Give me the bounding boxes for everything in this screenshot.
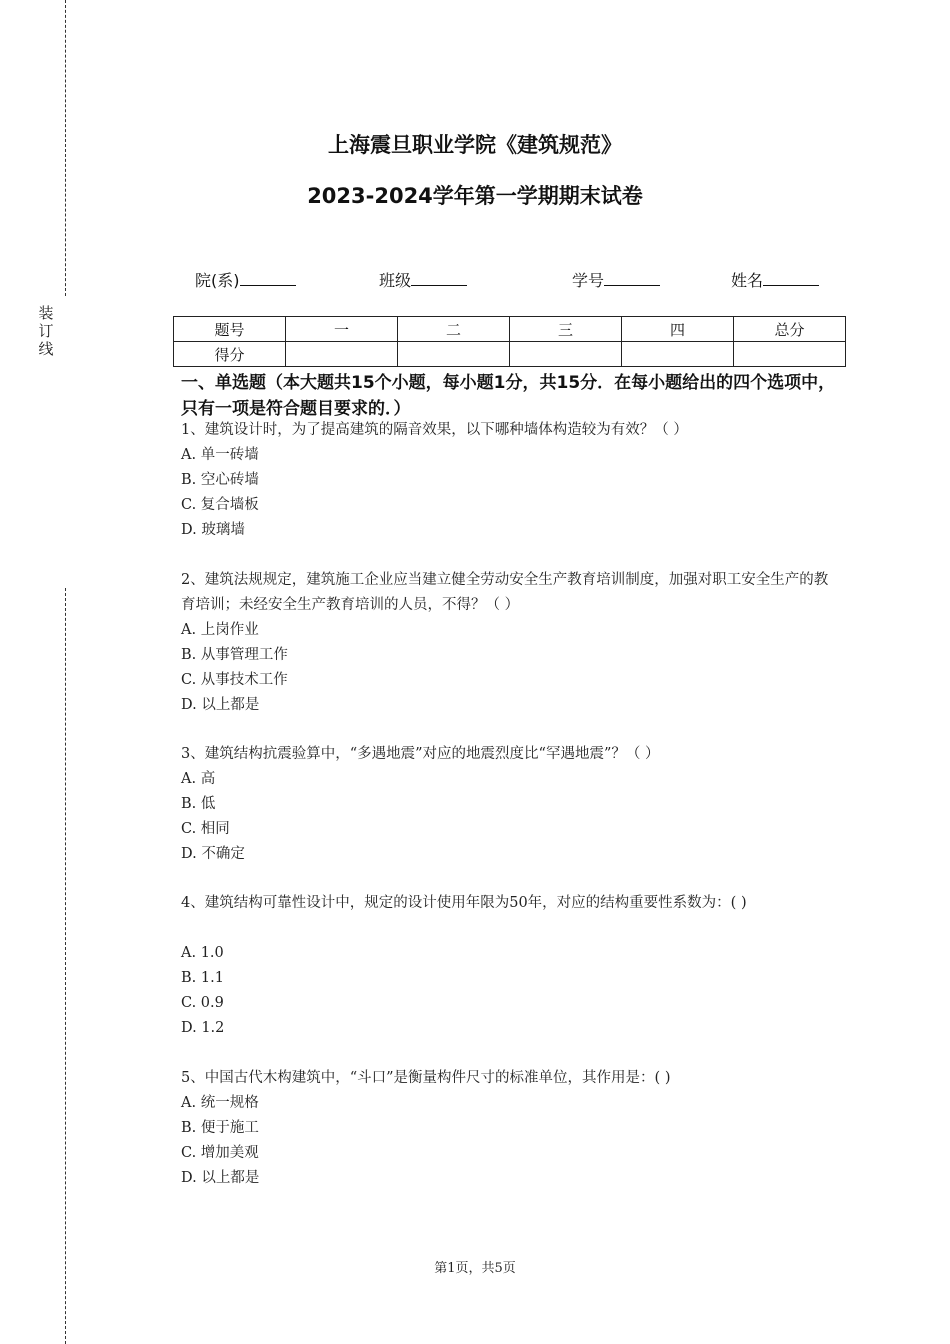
- question-stem: 3、建筑结构抗震验算中，“多遇地震”对应的地震烈度比“罕遇地震”？（ ）: [181, 746, 660, 762]
- question-option: D. 玻璃墙: [181, 522, 245, 538]
- question-option: B. 1.1: [181, 970, 224, 986]
- score-header-cell: 四: [622, 317, 734, 342]
- student-id-label: 学号: [572, 271, 605, 290]
- question-option: D. 1.2: [181, 1020, 225, 1036]
- question-stem: 1、建筑设计时，为了提高建筑的隔音效果，以下哪种墙体构造较为有效？（ ）: [181, 422, 688, 438]
- question-option: C. 0.9: [181, 995, 224, 1011]
- question-stem: 5、中国古代木构建筑中，“斗口”是衡量构件尺寸的标准单位，其作用是：( ): [181, 1070, 671, 1086]
- binding-dashed-line-bottom: [65, 588, 66, 1344]
- binding-char: 装: [38, 304, 54, 322]
- question-option: D. 不确定: [181, 846, 245, 862]
- question-option: C. 增加美观: [181, 1145, 259, 1161]
- question-stem: 4、建筑结构可靠性设计中，规定的设计使用年限为50年，对应的结构重要性系数为：( ): [181, 895, 747, 911]
- question-option: D. 以上都是: [181, 1170, 260, 1186]
- question-stem: 2、建筑法规规定，建筑施工企业应当建立健全劳动安全生产教育培训制度，加强对职工安全生产的教育培训；未经安全生产教育培训的人员，不得？（ ）: [181, 572, 829, 613]
- section-heading: 一、单选题（本大题共15个小题，每小题1分，共15分．在每小题给出的四个选项中，只有一项是符合题目要求的．）: [181, 373, 836, 419]
- question-option: A. 单一砖墙: [181, 447, 259, 463]
- name-blank[interactable]: [763, 271, 819, 286]
- score-cell[interactable]: [398, 342, 510, 367]
- student-id-field[interactable]: [572, 268, 660, 291]
- binding-line-label: [38, 304, 54, 358]
- score-header-cell: 一: [286, 317, 398, 342]
- class-blank[interactable]: [411, 271, 467, 286]
- question-option: A. 上岗作业: [181, 622, 259, 638]
- score-header-cell: 二: [398, 317, 510, 342]
- name-field[interactable]: [731, 268, 819, 291]
- dept-field[interactable]: [195, 268, 296, 291]
- score-table-header-row: [174, 317, 846, 342]
- score-header-cell: 三: [510, 317, 622, 342]
- question-option: C. 相同: [181, 821, 230, 837]
- exam-title-line2: 2023-2024学年第一学期期末试卷: [307, 184, 643, 208]
- question-option: D. 以上都是: [181, 697, 260, 713]
- score-row-label: 得分: [174, 342, 286, 367]
- question-option: A. 统一规格: [181, 1095, 259, 1111]
- question-option: C. 从事技术工作: [181, 672, 288, 688]
- score-cell[interactable]: [510, 342, 622, 367]
- dept-label: 院(系): [195, 271, 240, 290]
- score-cell[interactable]: [622, 342, 734, 367]
- question-option: B. 从事管理工作: [181, 647, 288, 663]
- score-header-cell: 总分: [734, 317, 846, 342]
- question-option: B. 空心砖墙: [181, 472, 259, 488]
- question-option: B. 便于施工: [181, 1120, 259, 1136]
- question-option: C. 复合墙板: [181, 497, 259, 513]
- binding-char: 订: [38, 322, 54, 340]
- question-option: A. 1.0: [181, 945, 224, 961]
- class-field[interactable]: [379, 268, 467, 291]
- name-label: 姓名: [731, 271, 764, 290]
- score-header-cell: 题号: [174, 317, 286, 342]
- exam-title-line1: 上海震旦职业学院《建筑规范》: [328, 133, 622, 157]
- question-option: B. 低: [181, 796, 216, 812]
- student-id-blank[interactable]: [604, 271, 660, 286]
- question-option: A. 高: [181, 771, 216, 787]
- score-table-score-row: [174, 342, 846, 367]
- binding-char: 线: [38, 340, 54, 358]
- score-cell[interactable]: [734, 342, 846, 367]
- dept-blank[interactable]: [240, 271, 296, 286]
- page-number: 第1页，共5页: [434, 1261, 516, 1276]
- class-label: 班级: [379, 271, 412, 290]
- score-table: [173, 316, 846, 367]
- score-cell[interactable]: [286, 342, 398, 367]
